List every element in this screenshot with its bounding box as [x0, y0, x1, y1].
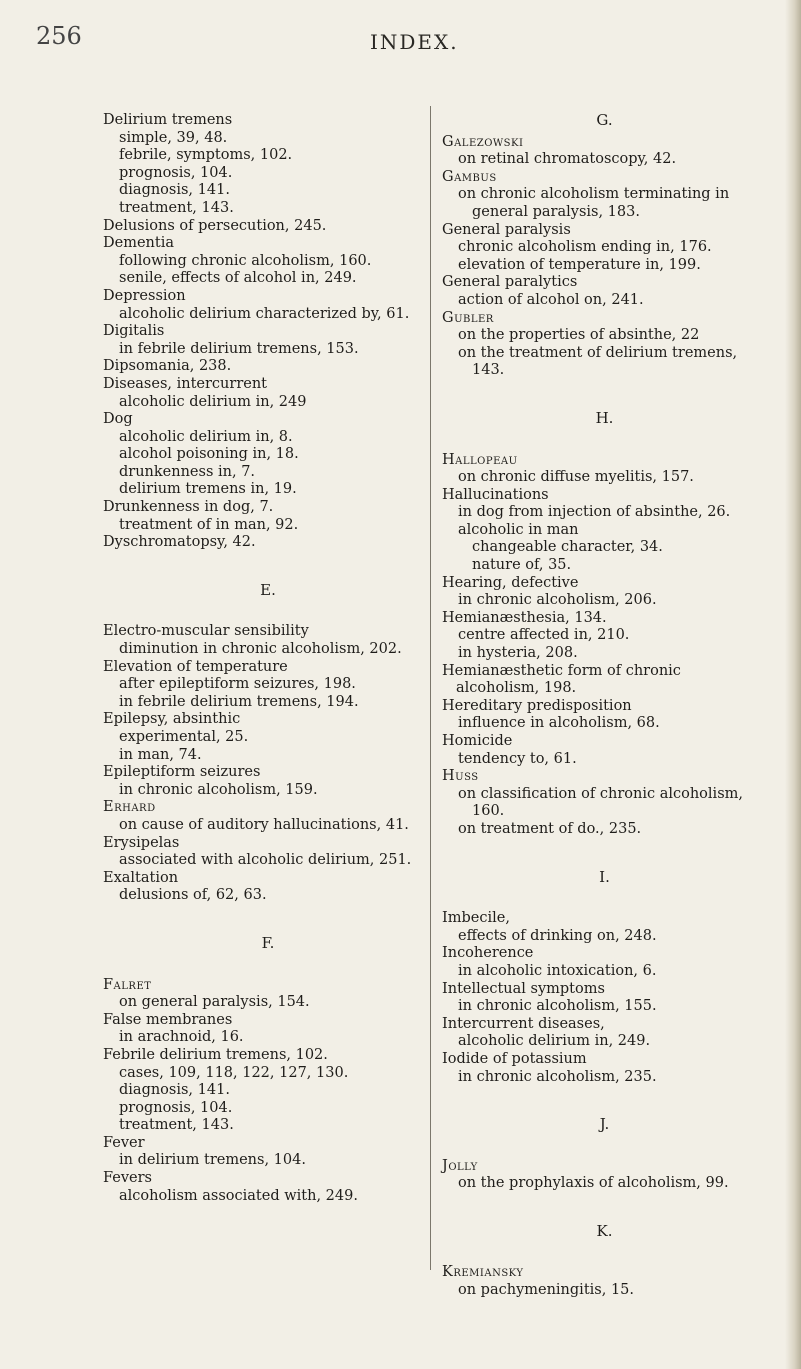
index-subsubentry: changeable character, 34. [472, 539, 663, 556]
index-subentry: delusions of, 62, 63. [119, 887, 267, 904]
section-letter: K. [596, 1221, 613, 1240]
index-subentry: in dog from injection of absinthe, 26. [458, 504, 731, 521]
index-subentry: alcohol poisoning in, 18. [119, 446, 299, 463]
index-heading: Electro-muscular sensibility [103, 623, 309, 640]
index-heading: Hemianæsthesia, 134. [442, 609, 607, 626]
index-heading: Hearing, defective [442, 574, 579, 591]
index-subentry: following chronic alcoholism, 160. [119, 252, 372, 269]
index-subentry: in febrile delirium tremens, 194. [119, 693, 359, 710]
index-column-left [103, 112, 433, 1205]
index-subentry: in delirium tremens, 104. [119, 1152, 306, 1169]
index-heading: Depression [103, 287, 186, 304]
index-heading: Incoherence [442, 945, 534, 962]
index-subentry: treatment, 143. [119, 199, 234, 216]
index-subentry: febrile, symptoms, 102. [119, 147, 293, 164]
index-heading: False membranes [103, 1011, 233, 1028]
index-heading: Iodide of potassium [442, 1050, 587, 1067]
section-letter: F. [261, 933, 275, 952]
page-number: 256 [36, 22, 82, 50]
section-letter: H. [595, 408, 614, 427]
author-heading: Erhard [103, 799, 156, 816]
index-subentry: in hysteria, 208. [458, 645, 578, 662]
index-subentry: in chronic alcoholism, 159. [119, 781, 318, 798]
index-heading: Elevation of temperature [103, 658, 288, 675]
index-heading: Erysipelas [103, 834, 180, 851]
index-subentry: diminution in chronic alcoholism, 202. [119, 641, 402, 658]
index-subentry: alcoholic in man [458, 521, 579, 538]
index-heading: Homicide [442, 733, 513, 749]
index-subentry: after epileptiform seizures, 198. [119, 676, 356, 693]
index-heading: Epilepsy, absinthic [103, 711, 241, 728]
section-letter: G. [596, 111, 613, 129]
index-subentry: on the properties of absinthe, 22 [458, 327, 700, 344]
index-heading: Dyschromatopsy, 42. [103, 534, 256, 551]
index-subentry: cases, 109, 118, 122, 127, 130. [119, 1064, 349, 1081]
index-subentry: alcoholic delirium in, 8. [119, 428, 293, 445]
index-heading: Hereditary predisposition [442, 697, 632, 714]
index-heading: Digitalis [103, 323, 165, 340]
index-heading: Hemianæsthetic form of chronic alcoholism, 198. [442, 662, 681, 697]
index-heading: Delirium tremens [103, 112, 233, 128]
index-subentry: on chronic alcoholism terminating in general paralysis, 183. [458, 186, 730, 220]
index-subentry: delirium tremens in, 19. [119, 481, 297, 498]
index-heading: Imbecile, [442, 910, 510, 927]
index-subentry: in man, 74. [119, 746, 202, 763]
index-heading: Epileptiform seizures [103, 764, 261, 781]
author-heading: Hallopeau [442, 451, 518, 468]
index-heading: Exaltation [103, 869, 179, 886]
index-heading: Febrile delirium tremens, 102. [103, 1046, 328, 1063]
index-heading: Dog [103, 411, 133, 428]
author-heading: Falret [103, 976, 152, 993]
column-divider [430, 106, 431, 1270]
index-subentry: on cause of auditory hallucinations, 41. [119, 816, 409, 833]
index-heading: Fever [103, 1134, 145, 1151]
index-subentry: in chronic alcoholism, 206. [458, 592, 657, 609]
index-subentry: diagnosis, 141. [119, 182, 230, 199]
index-subentry: treatment, 143. [119, 1117, 234, 1134]
index-subentry: prognosis, 104. [119, 1099, 233, 1116]
index-subentry: alcoholic delirium in, 249. [458, 1033, 651, 1050]
index-heading: Delusions of persecution, 245. [103, 217, 327, 234]
running-head: INDEX. [370, 30, 459, 54]
index-subentry: effects of drinking on, 248. [458, 927, 657, 944]
index-subentry: on the prophylaxis of alcoholism, 99. [458, 1175, 729, 1192]
index-subentry: on pachymeningitis, 15. [458, 1282, 635, 1299]
index-subentry: chronic alcoholism ending in, 176. [458, 239, 712, 256]
author-heading: Kremiansky [442, 1264, 524, 1281]
author-heading: Gambus [442, 168, 497, 185]
index-column-right [442, 112, 767, 1300]
index-subentry: alcoholism associated with, 249. [119, 1187, 358, 1204]
index-subentry: in arachnoid, 16. [119, 1029, 244, 1046]
index-subentry: experimental, 25. [119, 729, 249, 745]
index-heading: Drunkenness in dog, 7. [103, 499, 274, 516]
index-subentry: prognosis, 104. [119, 164, 233, 181]
index-subentry: on chronic diffuse myelitis, 157. [458, 469, 694, 486]
index-subentry: simple, 39, 48. [119, 129, 228, 146]
index-heading: Dementia [103, 235, 174, 252]
index-heading: Fevers [103, 1170, 152, 1187]
index-subsubentry: nature of, 35. [472, 557, 572, 574]
index-heading: Dipsomania, 238. [103, 358, 232, 375]
author-heading: Huss [442, 768, 479, 785]
index-subentry: action of alcohol on, 241. [458, 291, 644, 308]
index-heading: Hallucinations [442, 486, 549, 503]
index-subentry: alcoholic delirium characterized by, 61. [119, 305, 410, 322]
index-subentry: on the treatment of delirium tremens, 143. [458, 344, 738, 379]
index-subentry: influence in alcoholism, 68. [458, 715, 660, 732]
author-heading: Jolly [442, 1157, 478, 1174]
index-subentry: on general paralysis, 154. [119, 994, 310, 1011]
index-subentry: tendency to, 61. [458, 750, 577, 767]
section-letter: I. [599, 867, 610, 886]
index-heading: General paralytics [442, 274, 578, 291]
index-subentry: on treatment of do., 235. [458, 820, 642, 837]
index-subentry: in chronic alcoholism, 155. [458, 998, 657, 1015]
index-subentry: elevation of temperature in, 199. [458, 256, 701, 273]
index-heading: General paralysis [442, 221, 571, 238]
author-heading: Gubler [442, 309, 494, 326]
index-subentry: in alcoholic intoxication, 6. [458, 962, 657, 979]
author-heading: Galezowski [442, 133, 524, 150]
index-heading: Intercurrent diseases, [442, 1015, 605, 1032]
index-subentry: alcoholic delirium in, 249 [119, 393, 307, 410]
index-subentry: on retinal chromatoscopy, 42. [458, 151, 677, 168]
index-subentry: drunkenness in, 7. [119, 463, 256, 480]
index-subentry: diagnosis, 141. [119, 1082, 230, 1099]
index-subentry: centre affected in, 210. [458, 627, 630, 644]
section-letter: E. [260, 580, 276, 599]
index-subentry: in febrile delirium tremens, 153. [119, 340, 359, 357]
index-subentry: on classification of chronic alcoholism, 160. [458, 785, 743, 820]
section-letter: J. [599, 1115, 610, 1134]
index-heading: Diseases, intercurrent [103, 375, 267, 392]
index-subentry: associated with alcoholic delirium, 251. [119, 852, 412, 869]
index-subentry: senile, effects of alcohol in, 249. [119, 270, 357, 287]
index-subentry: treatment of in man, 92. [119, 516, 299, 533]
index-subentry: in chronic alcoholism, 235. [458, 1068, 657, 1085]
index-heading: Intellectual symptoms [442, 980, 605, 997]
page-edge [785, 0, 801, 1369]
